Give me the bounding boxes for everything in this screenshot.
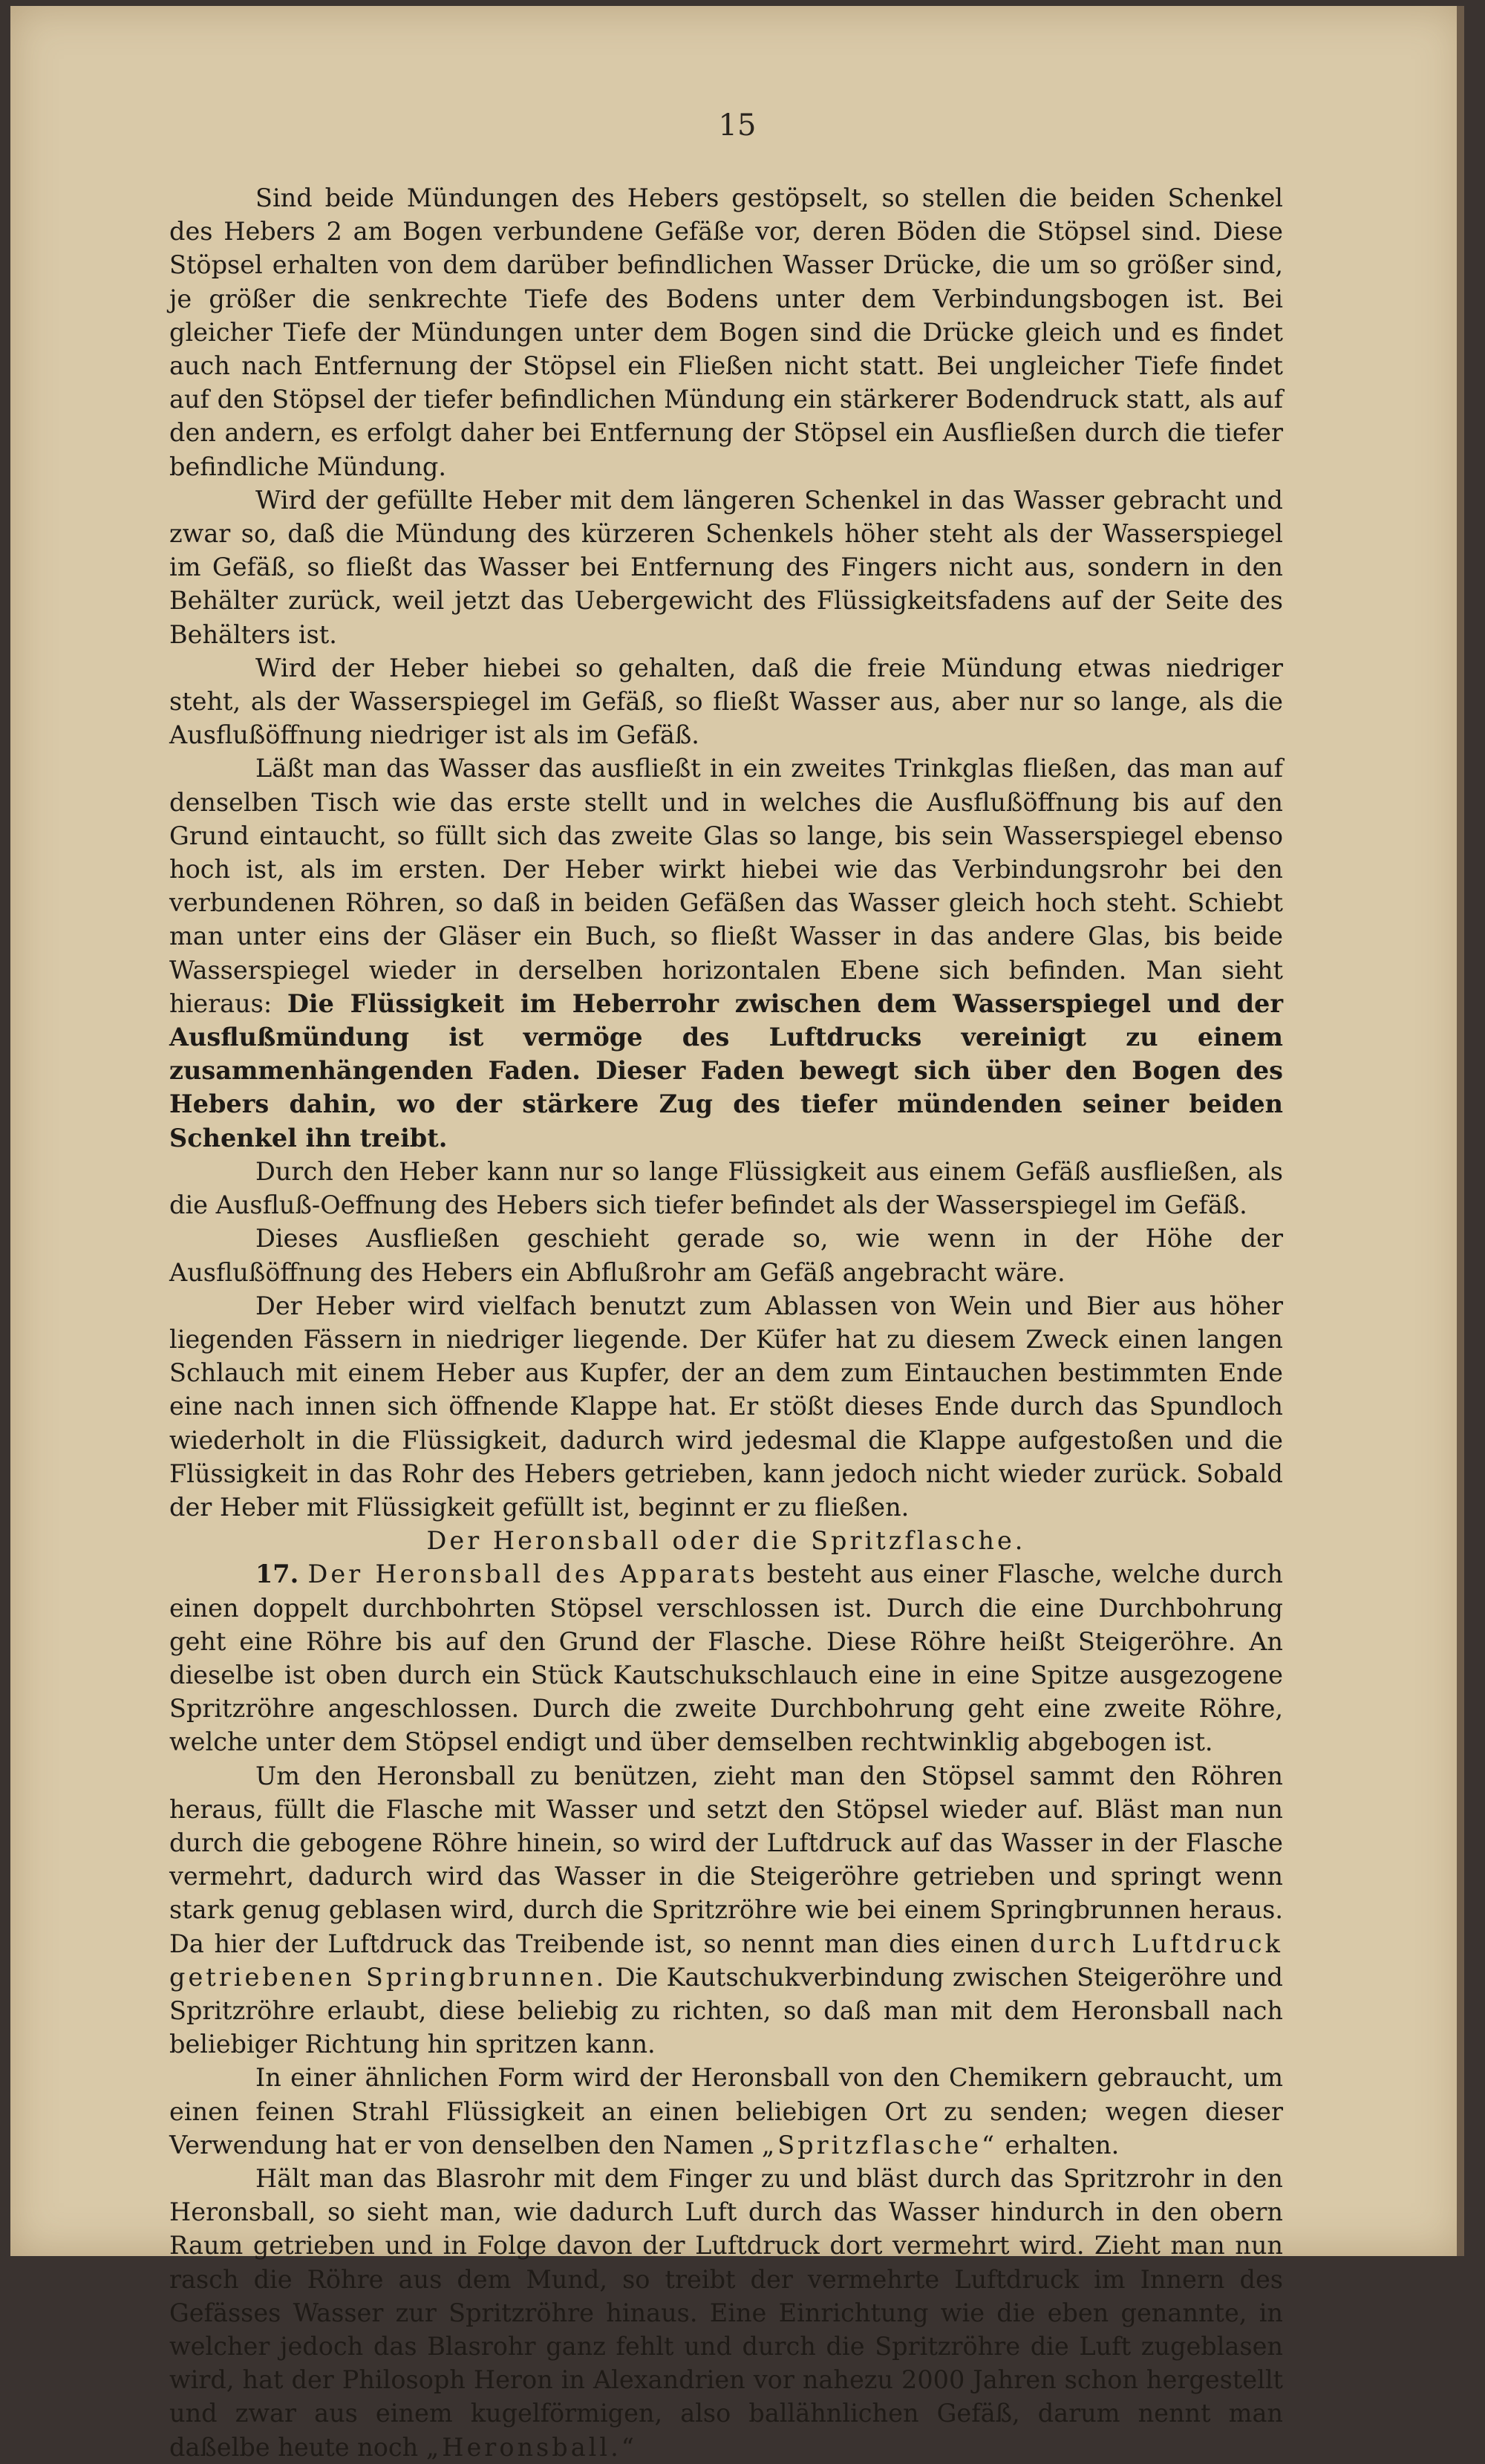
paragraph-10 xyxy=(169,2061,1283,2162)
paragraph-9-text-b: Die Kautschukverbindung zwischen Steigeröhre und Spritzröhre erlaubt, diese beliebig zu richten, so daß man mit dem Heronsball nach beliebiger Richtung hin spritzen kann. xyxy=(169,1962,1283,2059)
page-number: 15 xyxy=(718,108,757,143)
paragraph-4-text: Läßt man das Wasser das ausfließt in ein zweites Trinkglas fließen, das man auf denselben Tisch wie das erste stellt und in welches die Ausflußöffnung bis auf den Grund eintaucht, so füllt sich das zweite Glas so lange, bis sein Wasserspiegel ebenso hoch ist, als im ersten. Der Heber wirkt hiebei wie das Verbindungsrohr bei den verbundenen Röhren, so daß in beiden Gefäßen das Wasser gleich hoch steht. Schiebt man unter eins der Gläser ein Buch, so fließt Wasser in das andere Glas, bis beide Wasserspiegel wieder in derselben horizontalen Ebene sich befinden. Man sieht hieraus: xyxy=(169,754,1283,1018)
paragraph-11-spaced: „Heronsball.“ xyxy=(425,2432,637,2462)
paragraph-5: Durch den Heber kann nur so lange Flüssigkeit aus einem Gefäß ausfließen, als die Ausfluß-Oeffnung des Hebers sich tiefer befindet als der Wasserspiegel im Gefäß. xyxy=(169,1156,1283,1220)
paragraph-6: Dieses Ausfließen geschieht gerade so, wie wenn in der Höhe der Ausflußöffnung des Hebers ein Abflußrohr am Gefäß angebracht wäre. xyxy=(169,1224,1283,1287)
paragraph-7: Der Heber wird vielfach benutzt zum Ablassen von Wein und Bier aus höher liegenden Fässern in niedriger liegende. Der Küfer hat zu diesem Zweck einen langen Schlauch mit einem Heber aus Kupfer, der an dem zum Eintauchen bestimmten Ende eine nach innen sich öffnende Klappe hat. Er stößt dieses Ende durch das Spundloch wiederholt in die Flüssigkeit, dadurch wird jedesmal die Klappe aufgestoßen und die Flüssigkeit in das Rohr des Hebers getrieben, kann jedoch nicht wieder zurück. Sobald der Heber mit Flüssigkeit gefüllt ist, beginnt er zu fließen. xyxy=(169,1291,1283,1522)
paragraph-1: Sind beide Mündungen des Hebers gestöpselt, so stellen die beiden Schenkel des Hebers 2 am Bogen verbundene Gefäße vor, deren Böden die Stöpsel sind. Diese Stöpsel erhalten von dem darüber befindlichen Wasser Drücke, die um so größer sind, je größer die senkrechte Tiefe des Bodens unter dem Verbindungsbogen ist. Bei gleicher Tiefe der Mündungen unter dem Bogen sind die Drücke gleich und es findet auch nach Entfernung der Stöpsel ein Fließen nicht statt. Bei ungleicher Tiefe findet auf den Stöpsel der tiefer befindlichen Mündung ein stärkerer Bodendruck statt, als auf den andern, es erfolgt daher bei Entfernung der Stöpsel ein Ausfließen durch die tiefer befindliche Mündung. xyxy=(169,183,1283,481)
paragraph-9-text-a: Um den Heronsball zu benützen, zieht man den Stöpsel sammt den Röhren heraus, füllt die Flasche mit Wasser und setzt den Stöpsel wieder auf. Bläst man nun durch die gebogene Röhre hinein, so wird der Luftdruck auf das Wasser in der Flasche vermehrt, dadurch wird das Wasser in die Steigeröhre getrieben und springt wenn stark genug geblasen wird, durch die Spritzröhre wie bei einem Springbrunnen heraus. Da hier der Luftdruck das Treibende ist, so nennt man dies einen xyxy=(169,1761,1283,1958)
book-page xyxy=(10,6,1464,2462)
paragraph-11 xyxy=(169,2162,1283,2464)
paragraph-11-text-a: Hält man das Blasrohr mit dem Finger zu und bläst durch das Spritzrohr in den Heronsball, so sieht man, wie dadurch Luft durch das Wasser hindurch in den obern Raum getrieben und in Folge davon der Luftdruck dort vermehrt wird. Zieht man nun rasch die Röhre aus dem Mund, so treibt der vermehrte Luftdruck im Innern des Gefässes Wasser zur Spritzröhre hinaus. Eine Einrichtung wie die eben genannte, in welcher jedoch das Blasrohr ganz fehlt und durch die Spritzröhre die Luft zugeblasen wird, hat der Philosoph Heron in Alexandrien vor nahezu 2000 Jahren schon hergestellt und zwar aus einem kugelförmigen, also ballähnlichen Gefäß, darum nennt man daßelbe heute noch xyxy=(169,2163,1283,2462)
paragraph-4-bold: Die Flüssigkeit im Heberrohr zwischen dem Wasserspiegel und der Ausflußmündung ist vermöge des Luftdrucks vereinigt zu einem zusammenhängenden Faden. Dieser Faden bewegt sich über den Bogen des Hebers dahin, wo der stärkere Zug des tiefer mündenden seiner beiden Schenkel ihn treibt. xyxy=(169,988,1283,1153)
paragraph-8-lead: Der Heronsball des Apparats xyxy=(307,1559,758,1589)
body-text xyxy=(169,181,1283,2464)
paragraph-10-spaced: „Spritzflasche“ xyxy=(761,2130,998,2160)
section-number: 17. xyxy=(255,1559,299,1589)
section-heading: Der Heronsball oder die Spritzflasche. xyxy=(426,1526,1026,1556)
paragraph-4 xyxy=(169,752,1283,1154)
paragraph-8 xyxy=(169,1557,1283,1759)
paragraph-10-text-a: In einer ähnlichen Form wird der Heronsball von den Chemikern gebraucht, um einen feinen Strahl Flüssigkeit an einen beliebigen Ort zu senden; wegen dieser Verwendung hat er von denselben den Namen xyxy=(169,2063,1283,2160)
paragraph-9 xyxy=(169,1759,1283,2062)
paragraph-9-spaced: durch Luftdruck getriebenen Springbrunnen. xyxy=(169,1929,1283,1992)
paragraph-8-text: besteht aus einer Flasche, welche durch einen doppelt durchbohrten Stöpsel verschlossen ist. Durch die eine Durchbohrung geht eine Röhre bis auf den Grund der Flasche. Diese Röhre heißt Steigeröhre. An dieselbe ist oben durch ein Stück Kautschukschlauch eine in eine Spitze ausgezogene Spritzröhre angeschlossen. Durch die zweite Durchbohrung geht eine zweite Röhre, welche unter dem Stöpsel endigt und über demselben rechtwinklig abgebogen ist. xyxy=(169,1559,1283,1757)
paragraph-10-text-b: erhalten. xyxy=(997,2130,1120,2160)
page-edge xyxy=(1457,6,1464,2256)
paragraph-3: Wird der Heber hiebei so gehalten, daß die freie Mündung etwas niedriger steht, als der Wasserspiegel im Gefäß, so fließt Wasser aus, aber nur so lange, als die Ausflußöffnung niedriger ist als im Gefäß. xyxy=(169,653,1283,750)
paragraph-2: Wird der gefüllte Heber mit dem längeren Schenkel in das Wasser gebracht und zwar so, daß die Mündung des kürzeren Schenkels höher steht als der Wasserspiegel im Gefäß, so fließt das Wasser bei Entfernung des Fingers nicht aus, sondern in den Behälter zurück, weil jetzt das Uebergewicht des Flüssigkeitsfadens auf der Seite des Behälters ist. xyxy=(169,485,1283,649)
